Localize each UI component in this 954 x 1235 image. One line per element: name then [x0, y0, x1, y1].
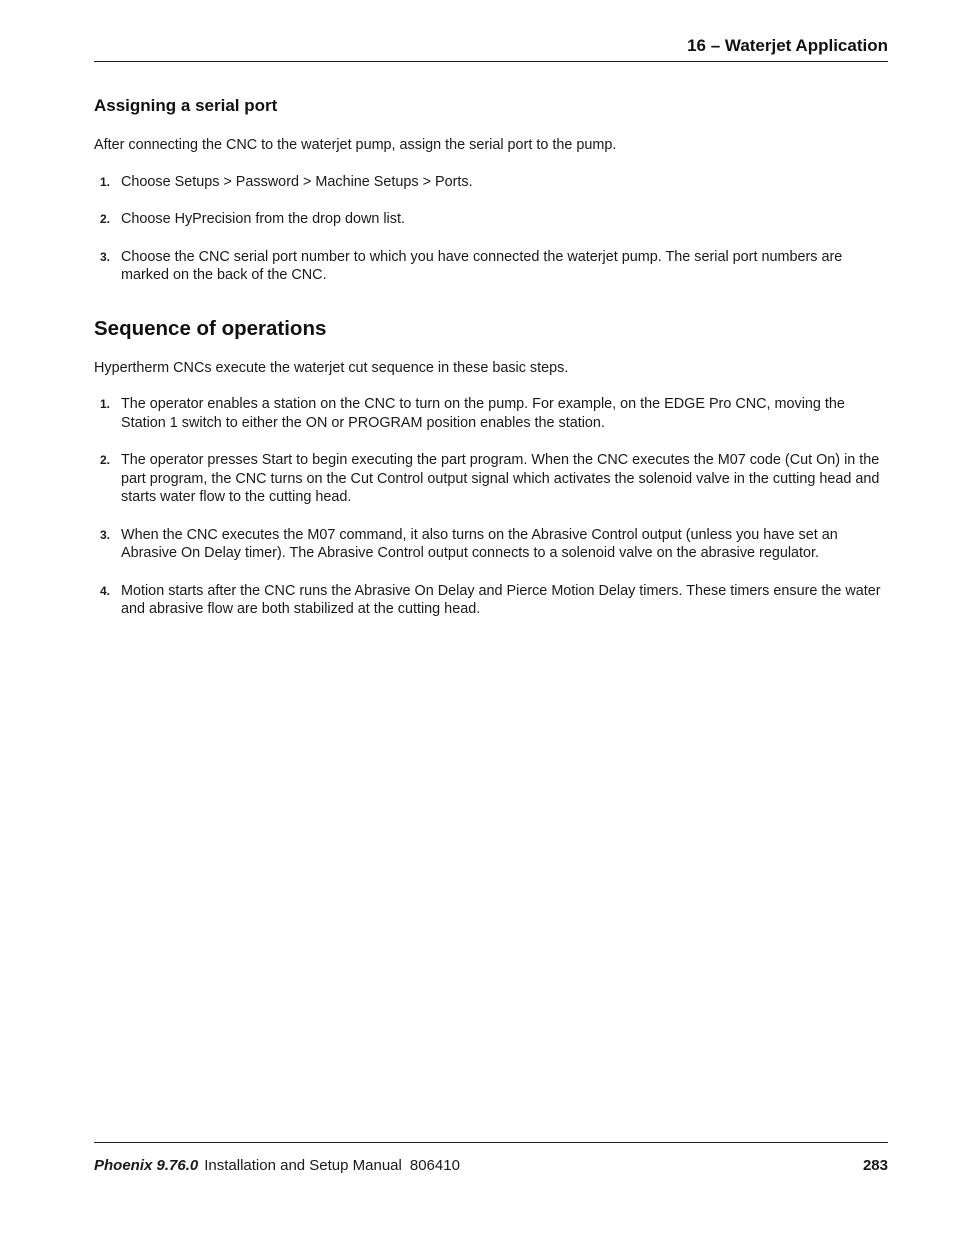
- page-number: 283: [862, 1157, 888, 1174]
- list-item: [94, 210, 888, 229]
- step-text: The operator enables a station on the CNC to turn on the pump. For example, on the EDGE Pro CNC, moving the Station 1 switch to either the ON or PROGRAM position enables the station.: [121, 396, 845, 431]
- section-heading-serial-port: Assigning a serial port: [94, 96, 278, 115]
- list-item: [94, 173, 888, 192]
- section-intro: After connecting the CNC to the waterjet pump, assign the serial port to the pump.: [94, 137, 617, 153]
- product-name: Phoenix 9.76.0: [94, 1157, 199, 1174]
- step-text: Choose HyPrecision from the drop down list.: [121, 211, 405, 227]
- page-footer: [94, 1142, 888, 1174]
- serial-port-steps: [94, 173, 888, 285]
- page-content: [94, 96, 888, 638]
- section-intro: Hypertherm CNCs execute the waterjet cut sequence in these basic steps.: [94, 359, 569, 376]
- list-item: [94, 582, 888, 619]
- chapter-title: 16 – Waterjet Application: [687, 36, 888, 55]
- step-text: Motion starts after the CNC runs the Abrasive On Delay and Pierce Motion Delay timers. These timers ensure the water and abrasive flow are both stabilized at the cutting head.: [121, 582, 881, 617]
- list-item: [94, 451, 888, 507]
- step-number: 2.: [100, 453, 111, 467]
- step-number: 1.: [100, 397, 111, 411]
- list-item: [94, 526, 888, 563]
- step-text: Choose Setups > Password > Machine Setups > Ports.: [121, 173, 473, 190]
- step-text: The operator presses Start to begin executing the part program. When the CNC executes the M07 code (Cut On) in the part program, the CNC turns on the Cut Control output signal which activates the solenoid valve in the cutting head and starts water flow to the cutting head.: [121, 452, 880, 505]
- page-header: [94, 36, 888, 62]
- step-number: 3.: [100, 249, 111, 264]
- section-heading-sequence: Sequence of operations: [94, 316, 327, 340]
- document-number: 806410: [409, 1157, 460, 1174]
- manual-title: Installation and Setup Manual: [204, 1157, 402, 1174]
- step-number: 4.: [100, 583, 111, 598]
- step-text: Choose the CNC serial port number to which you have connected the waterjet pump. The serial port numbers are marked on the back of the CNC.: [121, 248, 843, 283]
- step-number: 1.: [100, 174, 111, 189]
- sequence-steps: [94, 395, 888, 619]
- list-item: [94, 395, 888, 432]
- footer-document-info: [94, 1157, 460, 1174]
- list-item: [94, 248, 888, 285]
- step-number: 3.: [100, 527, 111, 542]
- step-number: 2.: [100, 212, 111, 226]
- step-text: When the CNC executes the M07 command, it also turns on the Abrasive Control output (unless you have set an Abrasive On Delay timer). The Abrasive Control output connects to a solenoid valve on the abrasive regulator.: [121, 526, 838, 561]
